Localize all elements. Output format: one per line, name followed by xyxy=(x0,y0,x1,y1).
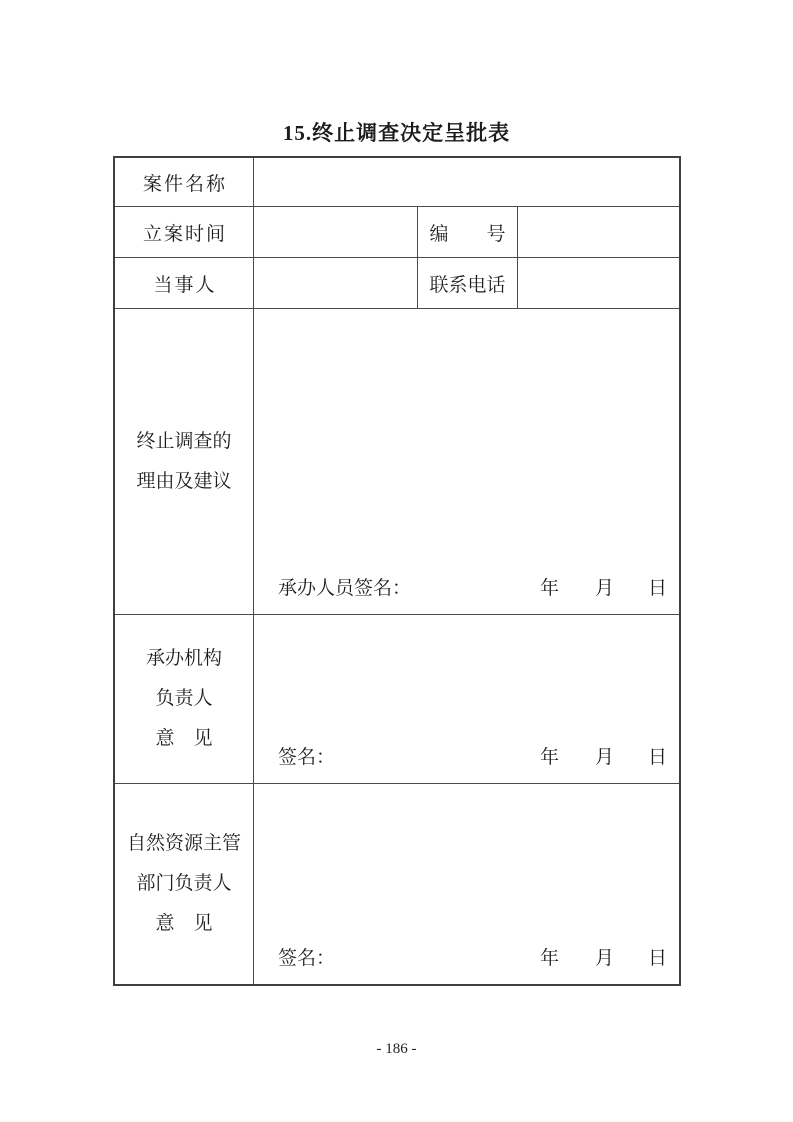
agency-opinion-label xyxy=(115,614,253,783)
agency-signature-line xyxy=(254,745,679,783)
agency-opinion-cell xyxy=(253,614,679,783)
department-opinion-content xyxy=(254,784,679,946)
case-name-label: 案件名称 xyxy=(142,173,227,195)
year-label: 年 xyxy=(539,948,559,969)
department-opinion-label-line1: 自然资源主管 xyxy=(126,833,241,854)
handler-signature-label: 承办人员签名： xyxy=(278,578,412,599)
department-opinion-cell xyxy=(253,783,679,984)
department-opinion-label-line3: 意 见 xyxy=(155,913,213,934)
termination-reason-content xyxy=(254,309,679,576)
approval-form-table xyxy=(113,156,681,986)
month-label: 月 xyxy=(594,747,614,768)
agency-signature-label: 签名： xyxy=(278,747,336,768)
department-signature-label: 签名： xyxy=(278,948,336,969)
case-number-value xyxy=(517,206,679,257)
department-signature-line xyxy=(254,946,679,984)
year-label: 年 xyxy=(539,747,559,768)
day-label: 日 xyxy=(647,747,667,768)
month-label: 月 xyxy=(594,948,614,969)
agency-opinion-label-line2: 负责人 xyxy=(155,688,213,709)
day-label: 日 xyxy=(647,948,667,969)
party-label: 当事人 xyxy=(115,257,253,308)
termination-reason-label-line2: 理由及建议 xyxy=(136,470,232,492)
handler-signature-line xyxy=(254,576,679,614)
party-value xyxy=(253,257,417,308)
department-opinion-label-line2: 部门负责人 xyxy=(136,873,232,894)
month-label: 月 xyxy=(594,578,614,599)
agency-opinion-content xyxy=(254,615,679,745)
case-name-value xyxy=(253,158,679,206)
page-number: - 186 - xyxy=(376,1041,417,1057)
termination-reason-cell xyxy=(253,308,679,614)
year-label: 年 xyxy=(539,578,559,599)
termination-reason-label-line1: 终止调查的 xyxy=(136,430,232,452)
filing-time-label: 立案时间 xyxy=(115,206,253,257)
contact-phone-value xyxy=(517,257,679,308)
day-label: 日 xyxy=(647,578,667,599)
case-number-label: 编 号 xyxy=(417,206,517,257)
agency-opinion-label-line3: 意 见 xyxy=(155,728,213,749)
page-title: 15.终止调查决定呈批表 xyxy=(282,121,511,145)
agency-opinion-label-line1: 承办机构 xyxy=(145,648,222,669)
filing-time-value xyxy=(253,206,417,257)
department-opinion-label xyxy=(115,783,253,984)
contact-phone-label: 联系电话 xyxy=(417,257,517,308)
termination-reason-label xyxy=(115,308,253,614)
